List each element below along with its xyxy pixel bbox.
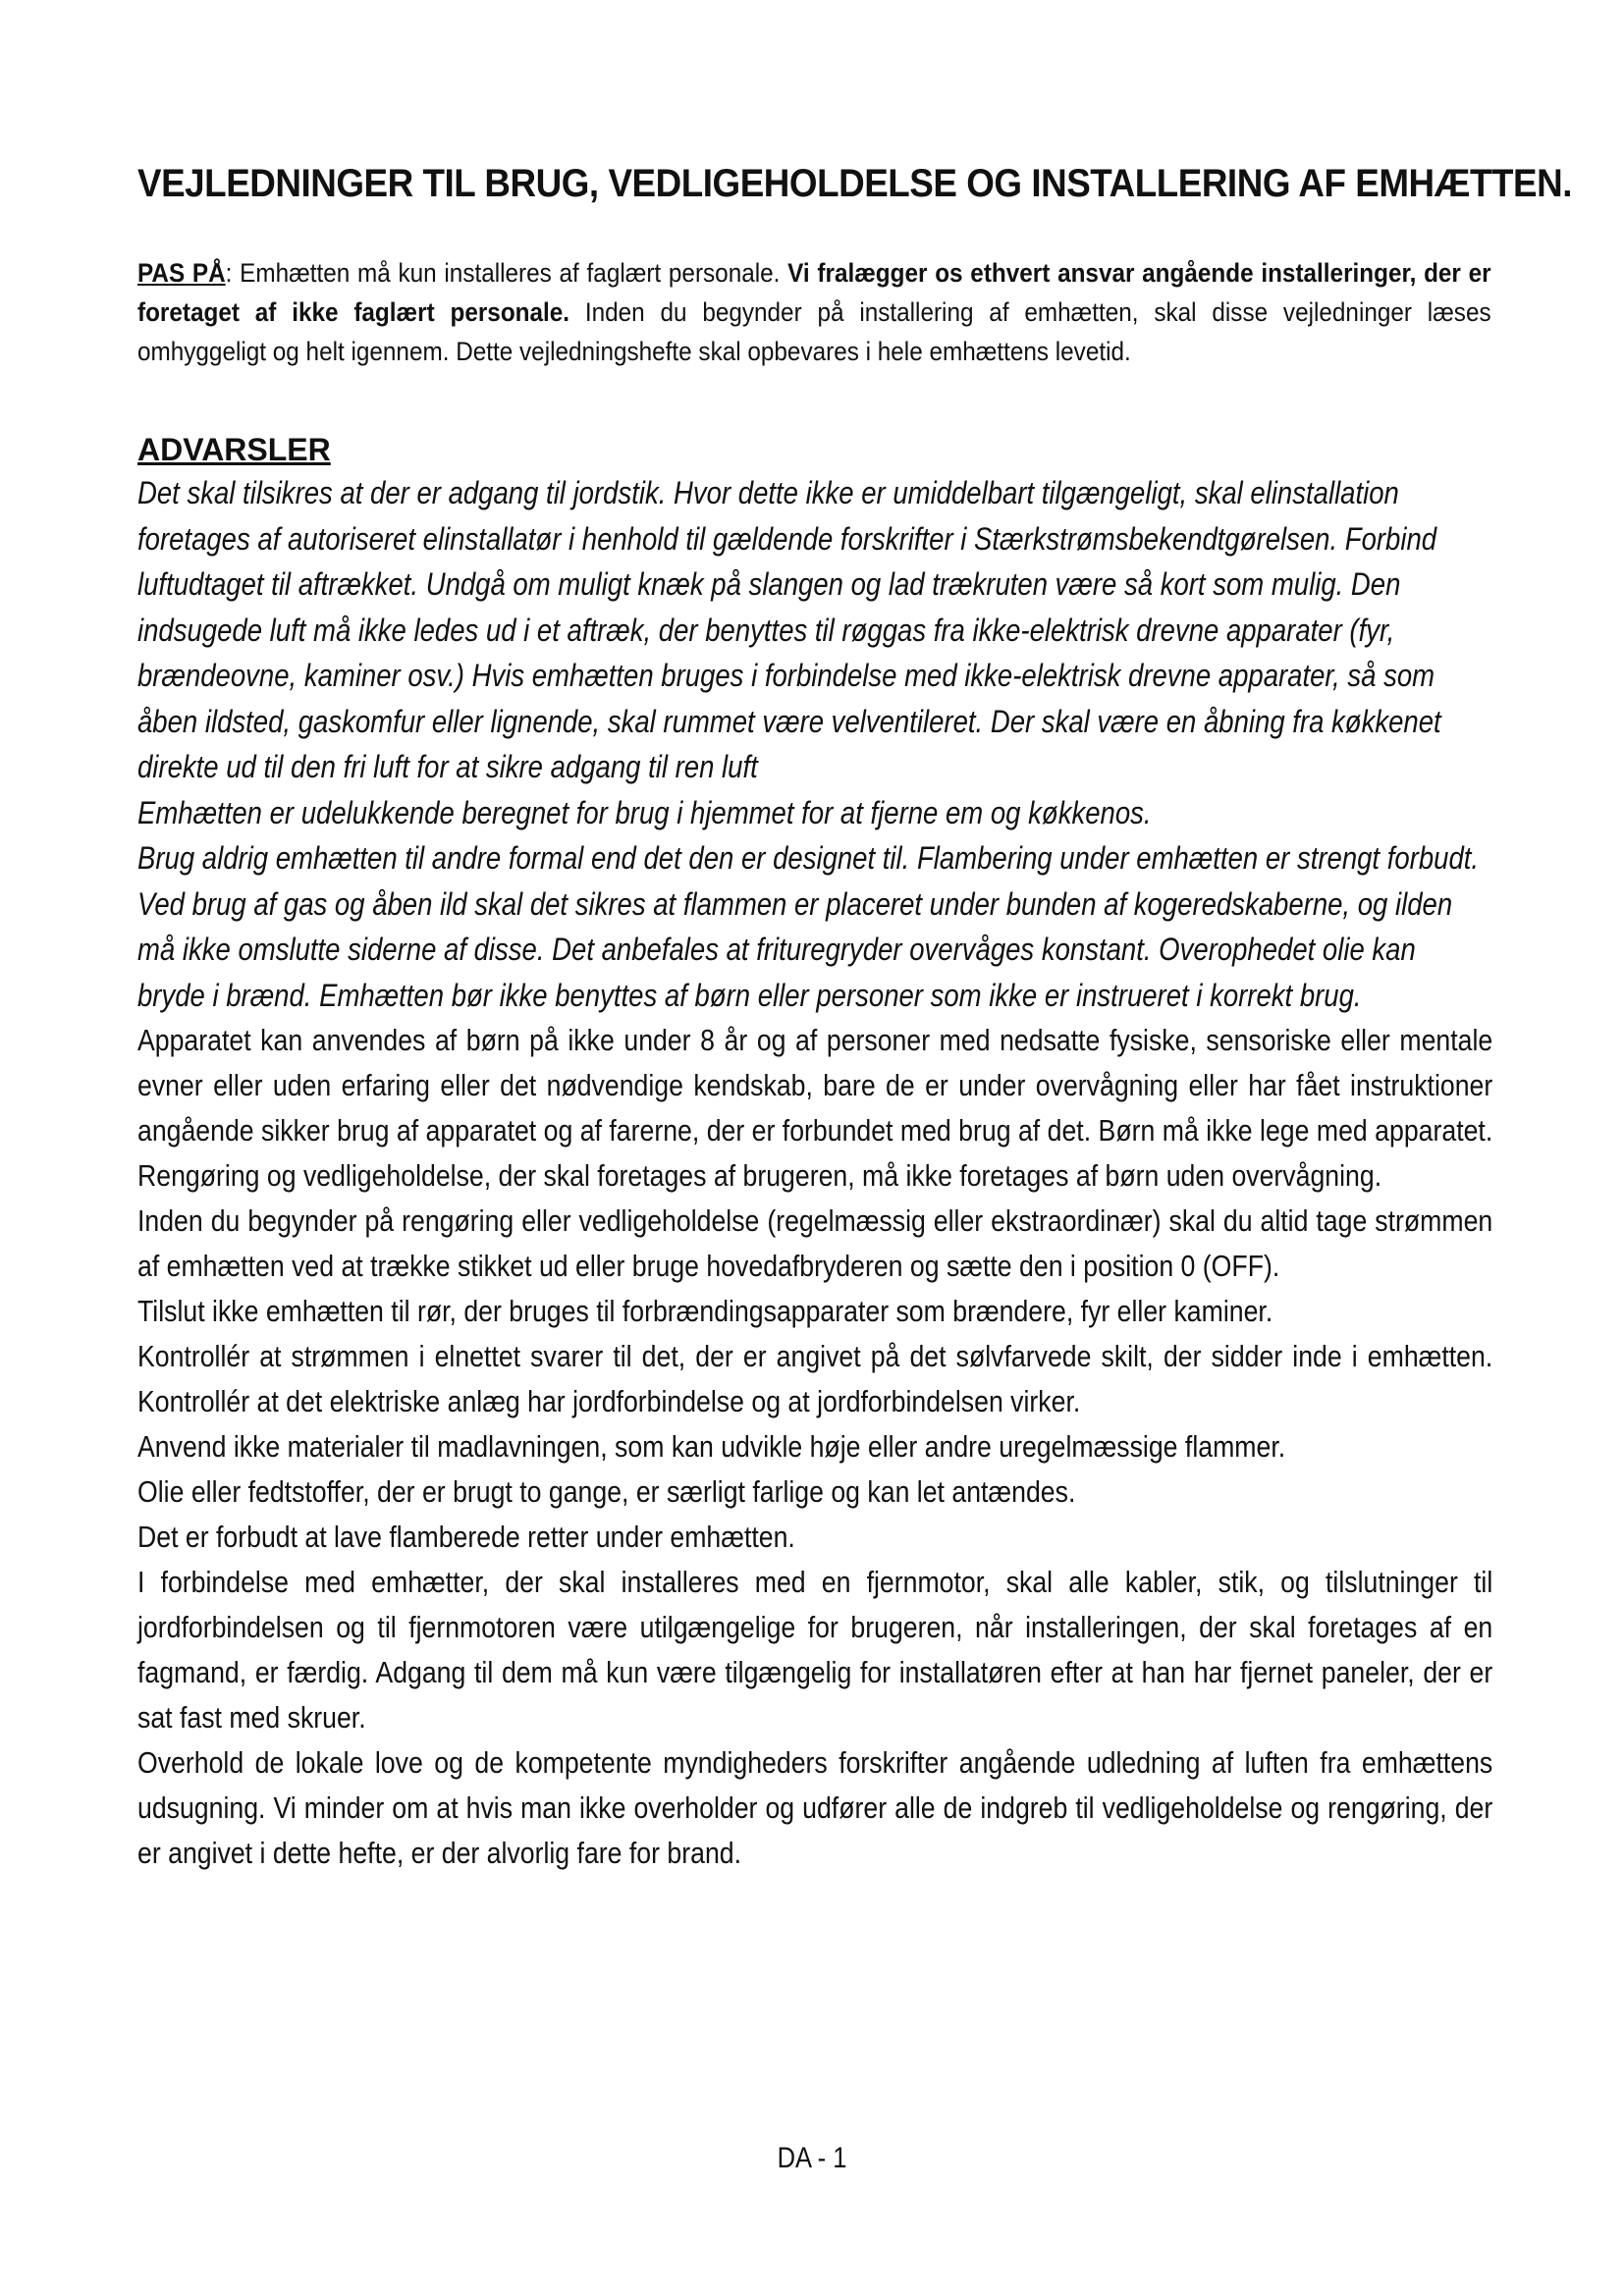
page-number: DA - 1 <box>777 2142 847 2174</box>
warning-paragraph: Brug aldrig emhætten til andre formal end det den er designet til. Flambering under emhætten er strengt forbudt. Ved brug af gas og åben ild skal det sikres at flammen er placeret under bunden af kogeredskaberne, og ilden må ikke omslutte siderne af disse. Det anbefales at frituregryder overvåges konstant. Overophedet olie kan bryde i brænd. Emhætten bør ikke benyttes af børn eller personer som ikke er instrueret i korrekt brug. <box>137 840 1480 1013</box>
warning-paragraph: Overhold de lokale love og de kompetente myndigheders forskrifter angående udledning af luften fra emhættens udsugning. Vi minder om at hvis man ikke overholder og udfører alle de indgreb til vedligeholdelse og rengøring, der er angivet i dette hefte, er der alvorlig fare for brand. <box>137 1745 1493 1870</box>
intro-text-1: Emhætten må kun installeres af faglært personale. <box>240 258 788 288</box>
regular-warnings <box>137 1018 1492 1876</box>
page-title: VEJLEDNINGER TIL BRUG, VEDLIGEHOLDELSE OG INSTALLERING AF EMHÆTTEN. <box>137 162 1573 205</box>
warning-paragraph: Det er forbudt at lave flamberede retter under emhætten. <box>137 1520 795 1554</box>
warning-paragraph: Inden du begynder på rengøring eller vedligeholdelse (regelmæssig eller ekstraordinær) skal du altid tage strømmen af emhætten ved at trække stikket ud eller bruge hovedafbryderen og sætte den i position 0 (OFF). <box>137 1203 1493 1283</box>
warning-paragraph: Olie eller fedtstoffer, der er brugt to gange, er særligt farlige og kan let antændes. <box>137 1474 1076 1509</box>
warning-paragraph: I forbindelse med emhætter, der skal installeres med en fjernmotor, skal alle kabler, stik, og tilslutninger til jordforbindelsen og til fjernmotoren være utilgængelige for brugeren, når installeringen, der skal foretages af en fagmand, er færdig. Adgang til dem må kun være tilgængelig for installatøren efter at han har fjernet paneler, der er sat fast med skruer. <box>137 1565 1493 1735</box>
warning-paragraph: Apparatet kan anvendes af børn på ikke under 8 år og af personer med nedsatte fysiske, sensoriske eller mentale evner eller uden erfaring eller det nødvendige kendskab, bare de er under overvågning eller har fået instruktioner angående sikker brug af apparatet og af farerne, der er forbundet med brug af det. Børn må ikke lege med apparatet. Rengøring og vedligeholdelse, der skal foretages af brugeren, må ikke foretages af børn uden overvågning. <box>137 1023 1493 1193</box>
intro-paragraph <box>137 253 1491 371</box>
warning-paragraph: Anvend ikke materialer til madlavningen, som kan udvikle høje eller andre uregelmæssige flammer. <box>137 1429 1286 1464</box>
warnings-heading: ADVARSLER <box>137 432 331 467</box>
warning-paragraph: Kontrollér at strømmen i elnettet svarer til det, der er angivet på det sølvfarvede skilt, der sidder inde i emhætten. Kontrollér at det elektriske anlæg har jordforbindelse og at jordforbindelsen virker. <box>137 1339 1493 1418</box>
intro-liability-text: Vi fralægger os ethvert ansvar angående installeringer, der er foretaget af ikke faglært personale. <box>137 258 1491 327</box>
warning-paragraph: Emhætten er udelukkende beregnet for brug i hjemmet for at fjerne em og køkkenos. <box>137 794 1152 830</box>
caution-separator: : <box>225 258 241 288</box>
italic-warnings <box>137 470 1489 1018</box>
warning-paragraph: Det skal tilsikres at der er adgang til jordstik. Hvor dette ikke er umiddelbart tilgængeligt, skal elinstallation foretages af autoriseret elinstallatør i henhold til gældende forskrifter i Stærkstrømsbekendtgørelsen. Forbind luftudtaget til aftrækket. Undgå om muligt knæk på slangen og lad trækruten være så kort som mulig. Den indsugede luft må ikke ledes ud i et aftræk, der benyttes til røggas fra ikke-elektrisk drevne apparater (fyr, brændeovne, kaminer osv.) Hvis emhætten bruges i forbindelse med ikke-elektrisk drevne apparater, så som åben ildsted, gaskomfur eller lignende, skal rummet være velventileret. Der skal være en åbning fra køkkenet direkte ud til den fri luft for at sikre adgang til ren luft <box>137 475 1441 784</box>
document-page <box>137 162 1573 1876</box>
intro-text-2: Inden du begynder på installering af emhætten, skal disse vejledninger læses omhyggeligt og helt igennem. Dette vejledningshefte skal opbevares i hele emhættens levetid. <box>137 297 1491 366</box>
warning-paragraph: Tilslut ikke emhætten til rør, der bruges til forbrændingsapparater som brændere, fyr eller kaminer. <box>137 1294 1273 1328</box>
caution-label: PAS PÅ <box>137 258 226 288</box>
